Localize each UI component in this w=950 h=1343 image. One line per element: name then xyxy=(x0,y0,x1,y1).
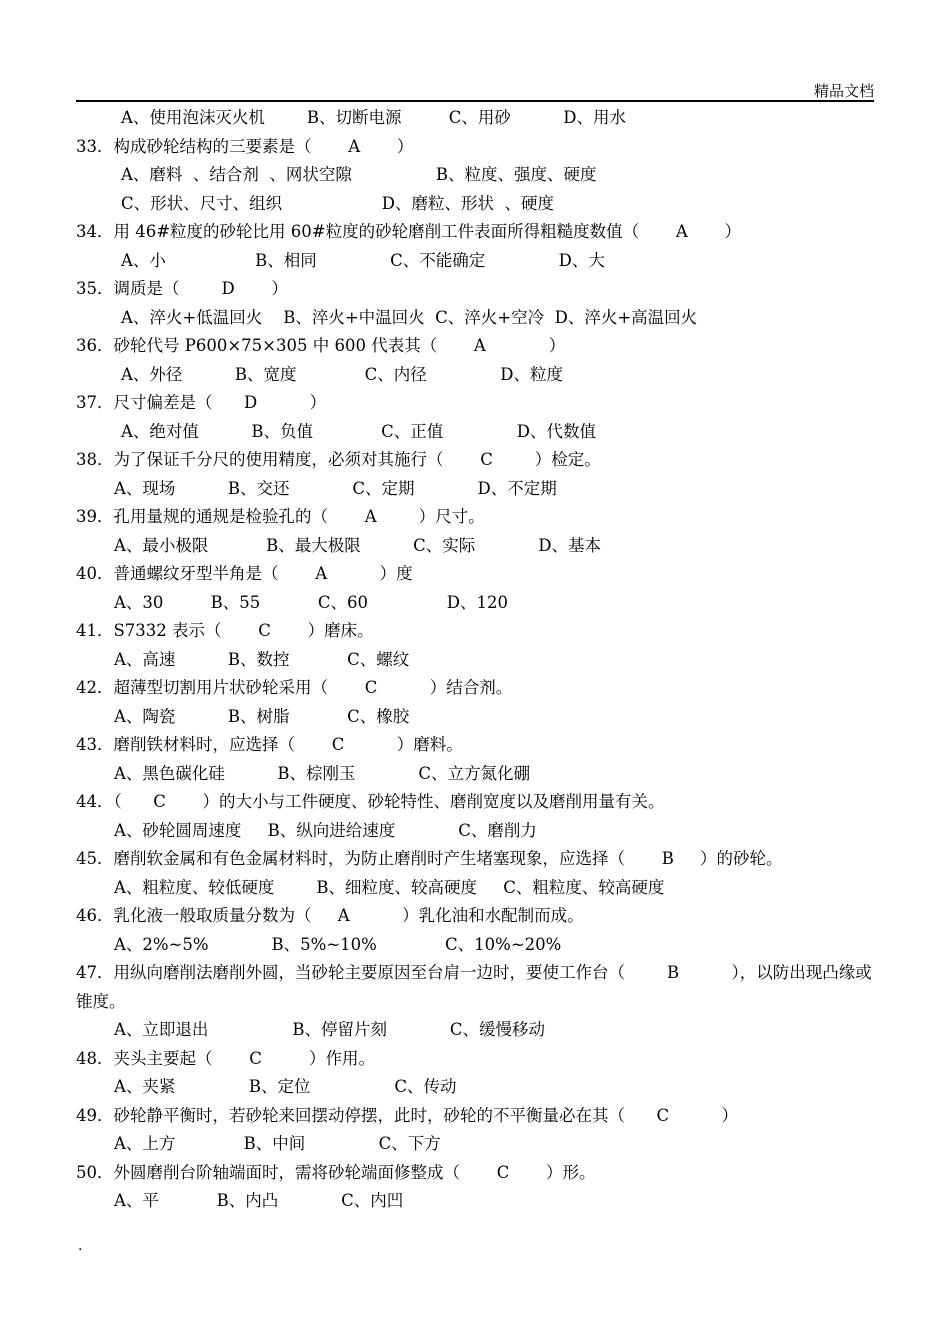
options-line: A、绝对值 B、负值 C、正值 D、代数值 xyxy=(121,421,596,441)
document-body xyxy=(76,104,876,1216)
footer-mark: . xyxy=(78,1238,83,1254)
question-line: 36．砂轮代号 P600×75×305 中 600 代表其（ A ） xyxy=(76,336,566,355)
options-line: A、2%~5% B、5%~10% C、10%~20% xyxy=(114,934,562,954)
options-line: C、形状、尺寸、组织 D、磨粒、形状 、硬度 xyxy=(121,193,554,213)
question-line: 46．乳化液一般取质量分数为（ A ）乳化油和水配制而成。 xyxy=(76,906,584,925)
options-line: A、立即退出 B、停留片刻 C、缓慢移动 xyxy=(114,1020,546,1039)
question-line: 39．孔用量规的通规是检验孔的（ A ）尺寸。 xyxy=(76,507,485,526)
options-line: A、陶瓷 B、树脂 C、橡胶 xyxy=(114,706,410,726)
question-line: 49．砂轮静平衡时，若砂轮来回摆动停摆，此时，砂轮的不平衡量必在其（ C ） xyxy=(76,1105,739,1125)
options-line: A、外径 B、宽度 C、内径 D、粒度 xyxy=(121,364,563,384)
options-line: A、黑色碳化硅 B、棕刚玉 C、立方氮化硼 xyxy=(114,763,531,783)
question-line: 43．磨削铁材料时，应选择（ C ）磨料。 xyxy=(76,735,463,754)
question-line: 48．夹头主要起（ C ）作用。 xyxy=(76,1048,376,1068)
question-line: 33．构成砂轮结构的三要素是（ A ） xyxy=(76,136,414,156)
page-header: 精品文档 xyxy=(813,82,874,100)
question-line: 50．外圆磨削台阶轴端面时，需将砂轮端面修整成（ C ）形。 xyxy=(76,1162,596,1182)
options-line: A、夹紧 B、定位 C、传动 xyxy=(114,1077,457,1096)
options-line: A、砂轮圆周速度 B、纵向进给速度 C、磨削力 xyxy=(114,820,537,840)
header-rule xyxy=(76,100,874,102)
options-line: A、使用泡沫灭火机 B、切断电源 C、用砂 D、用水 xyxy=(121,108,627,127)
options-line: A、小 B、相同 C、不能确定 D、大 xyxy=(121,250,605,270)
options-line: A、30 B、55 C、60 D、120 xyxy=(114,592,508,612)
question-line: 44．（ C ）的大小与工件硬度、砂轮特性、磨削宽度以及磨削用量有关。 xyxy=(76,792,665,811)
question-line: 38．为了保证千分尺的使用精度，必须对其施行（ C ）检定。 xyxy=(76,450,601,469)
options-line: A、平 B、内凸 C、内凹 xyxy=(114,1191,404,1210)
options-line: A、上方 B、中间 C、下方 xyxy=(114,1134,441,1153)
options-line: A、现场 B、交还 C、定期 D、不定期 xyxy=(114,478,557,498)
question-line: 42．超薄型切割用片状砂轮采用（ C ）结合剂。 xyxy=(76,678,513,697)
question-line: 34．用 46#粒度的砂轮比用 60#粒度的砂轮磨削工件表面所得粗糙度数值（ A ） xyxy=(76,222,741,241)
question-line: 37．尺寸偏差是（ D ） xyxy=(76,393,327,412)
options-line: A、最小极限 B、最大极限 C、实际 D、基本 xyxy=(114,535,601,555)
question-line: 35．调质是（ D ） xyxy=(76,279,288,298)
options-line: A、粗粒度、较低硬度 B、细粒度、较高硬度 C、粗粒度、较高硬度 xyxy=(114,877,665,897)
options-line: A、高速 B、数控 C、螺纹 xyxy=(114,649,410,669)
options-line: A、淬火+低温回火 B、淬火+中温回火 C、淬火+空冷 D、淬火+高温回火 xyxy=(121,307,698,327)
question-line: 45．磨削软金属和有色金属材料时，为防止磨削时产生堵塞现象，应选择（ B ）的砂轮。 xyxy=(76,849,783,868)
question-line: 41．S7332 表示（ C ）磨床。 xyxy=(76,621,374,640)
question-line: 47．用纵向磨削法磨削外圆，当砂轮主要原因至台肩一边时，要使工作台（ B ），以防出现凸缘或锥度。 xyxy=(76,963,872,1011)
question-line: 40．普通螺纹牙型半角是（ A ）度 xyxy=(76,564,413,583)
options-line: A、磨料 、结合剂 、网状空隙 B、粒度、强度、硬度 xyxy=(121,165,597,184)
